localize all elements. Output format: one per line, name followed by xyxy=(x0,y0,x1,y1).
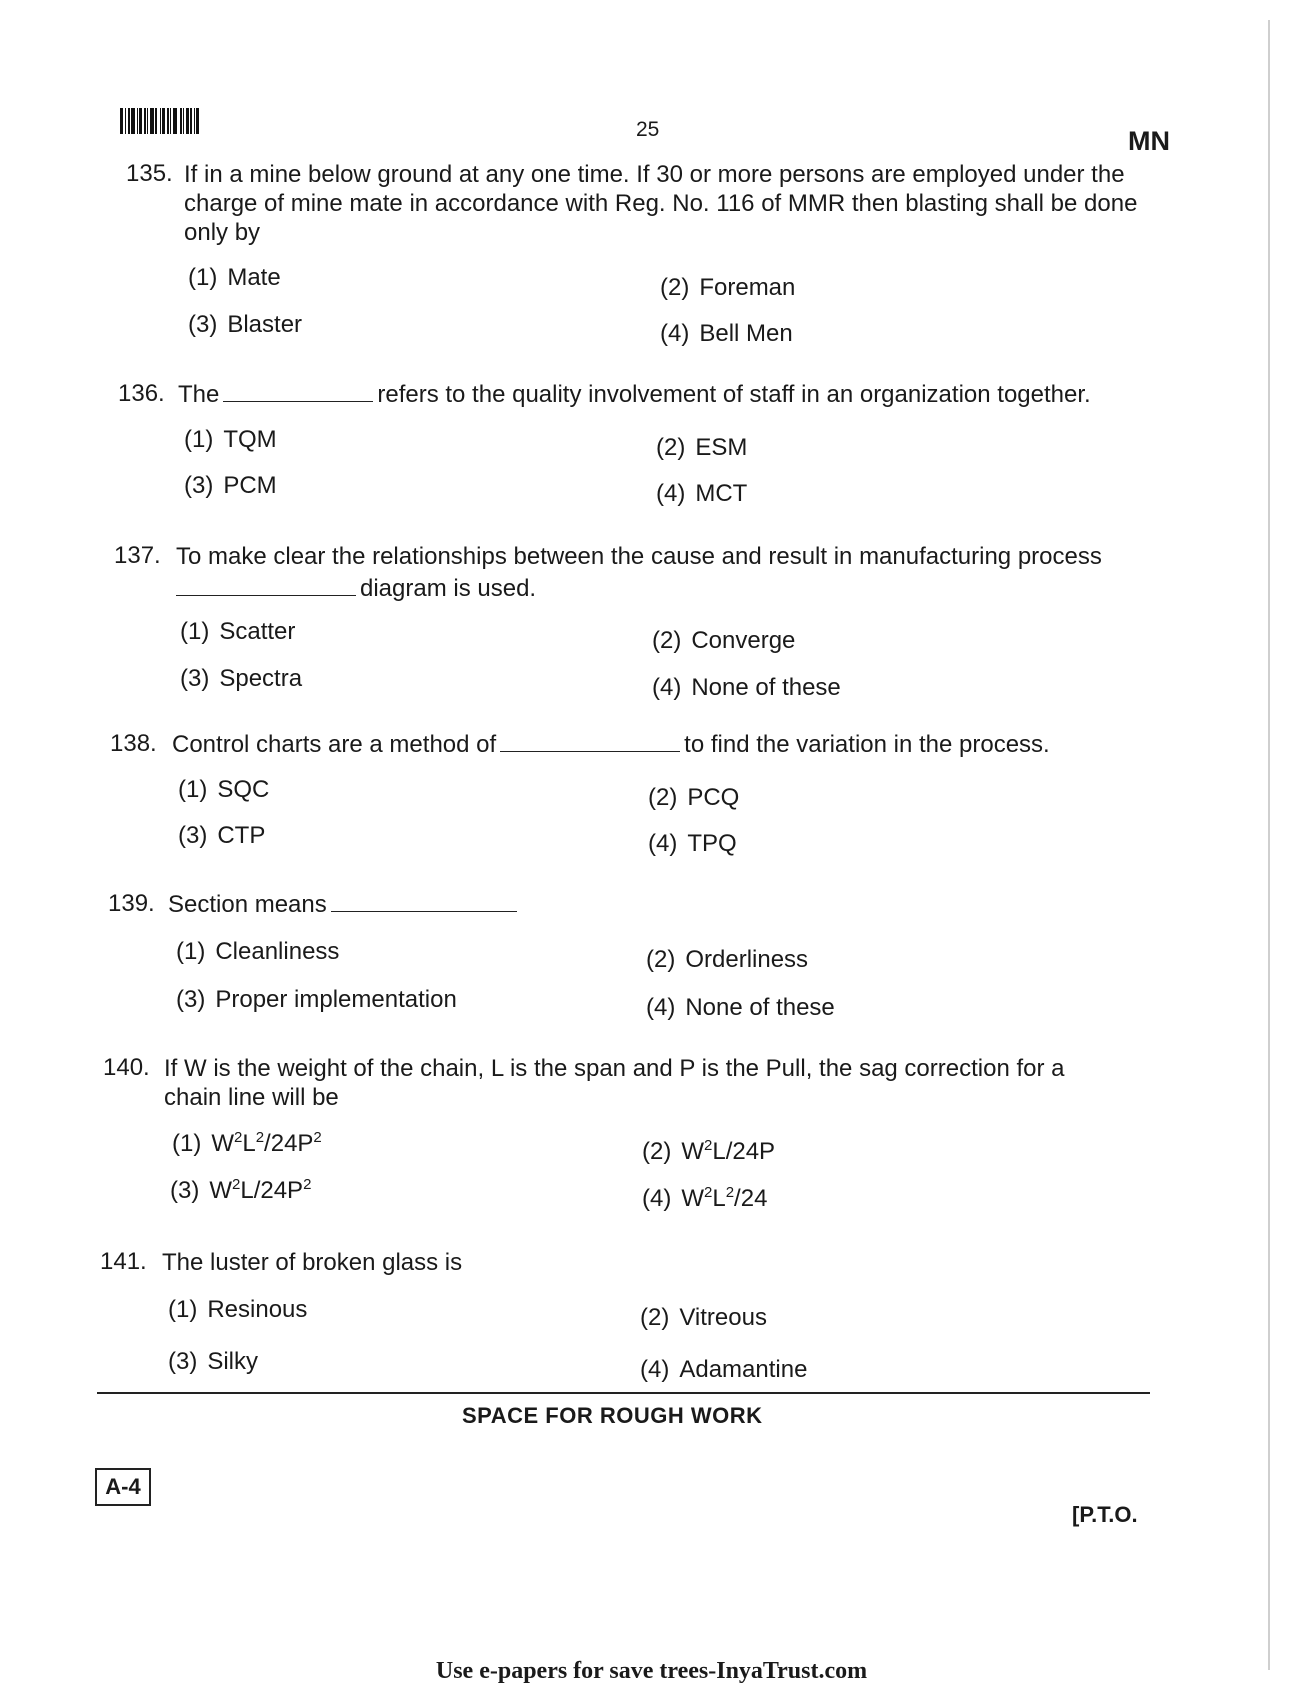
rough-work-divider xyxy=(97,1392,1150,1394)
option-1[interactable] xyxy=(168,1296,307,1324)
option-text: Vitreous xyxy=(679,1304,767,1331)
option-number: (2) xyxy=(642,1138,672,1165)
page-number: 25 xyxy=(636,118,660,141)
option-text: MCT xyxy=(695,480,748,507)
option-1[interactable] xyxy=(176,938,339,966)
question-text-start: Control charts are a method of xyxy=(172,731,497,758)
paper-code: MN xyxy=(1128,126,1170,156)
footer-note: Use e-papers for save trees-InyaTrust.com xyxy=(435,1658,868,1684)
option-number: (3) xyxy=(184,472,214,499)
option-2[interactable] xyxy=(640,1304,767,1332)
exponent: 2 xyxy=(704,1137,713,1154)
question-number: 139. xyxy=(108,890,155,917)
option-text: None of these xyxy=(691,674,841,701)
question-text: If in a mine below ground at any one time. If 30 or more persons are employed under the charge of mine mate in accordance with Reg. No. 116 of MMR then blasting shall be done only by xyxy=(184,161,1138,246)
option-1[interactable] xyxy=(172,1130,322,1158)
option-1[interactable] xyxy=(180,618,295,646)
formula-W: W xyxy=(211,1130,234,1157)
option-3[interactable] xyxy=(188,311,302,339)
option-number: (1) xyxy=(178,776,208,803)
option-text: Scatter xyxy=(219,618,296,645)
formula-L: L xyxy=(712,1185,726,1212)
question-number: 140. xyxy=(103,1054,150,1081)
exponent: 2 xyxy=(232,1176,241,1193)
answer-blank xyxy=(223,400,373,402)
formula-rest: /24P xyxy=(264,1130,314,1157)
question-number: 135. xyxy=(126,160,173,187)
option-number: (4) xyxy=(660,320,690,347)
option-2[interactable] xyxy=(648,784,739,812)
exponent: 2 xyxy=(255,1129,265,1146)
option-4[interactable] xyxy=(648,830,737,858)
question-text-start: Section means xyxy=(168,891,327,918)
answer-blank xyxy=(331,910,517,912)
option-2[interactable] xyxy=(652,627,795,655)
option-text: Converge xyxy=(691,627,796,654)
pto-label: [P.T.O. xyxy=(1072,1502,1138,1527)
answer-blank xyxy=(176,594,356,596)
option-number: (2) xyxy=(660,274,690,301)
option-number: (3) xyxy=(188,311,218,338)
option-text: Resinous xyxy=(207,1296,308,1323)
option-3[interactable] xyxy=(176,986,457,1014)
option-number: (3) xyxy=(178,822,208,849)
option-number: (2) xyxy=(648,784,678,811)
formula-rest: L/24P xyxy=(712,1138,776,1165)
option-text: Mate xyxy=(227,264,281,291)
question-text: To make clear the relationships between the cause and result in manufacturing process xyxy=(176,543,1102,570)
option-text: Adamantine xyxy=(679,1356,808,1383)
barcode-icon xyxy=(120,108,212,134)
exponent: 2 xyxy=(234,1129,243,1146)
option-1[interactable] xyxy=(178,776,269,804)
question-text-start: The xyxy=(178,381,220,408)
option-number: (2) xyxy=(656,434,686,461)
option-number: (4) xyxy=(656,480,686,507)
option-2[interactable] xyxy=(656,434,747,462)
question-text-line-2 xyxy=(176,574,536,603)
option-number: (4) xyxy=(642,1185,672,1212)
formula-rest: /24 xyxy=(734,1185,768,1212)
option-number: (3) xyxy=(168,1348,198,1375)
formula-rest: L/24P xyxy=(240,1177,304,1204)
option-2[interactable] xyxy=(642,1138,775,1166)
option-2[interactable] xyxy=(646,946,808,974)
option-text: Blaster xyxy=(227,311,303,338)
series-code-badge: A-4 xyxy=(95,1468,151,1506)
question-number: 138. xyxy=(110,730,157,757)
option-number: (1) xyxy=(172,1130,202,1157)
option-text: PCM xyxy=(223,472,277,499)
option-3[interactable] xyxy=(180,665,302,693)
option-text: Foreman xyxy=(699,274,796,301)
option-number: (1) xyxy=(180,618,210,645)
question-text-end: refers to the quality involvement of staff in an organization together. xyxy=(377,381,1091,408)
option-number: (1) xyxy=(168,1296,198,1323)
option-1[interactable] xyxy=(184,426,277,454)
option-number: (4) xyxy=(646,994,676,1021)
answer-blank xyxy=(500,750,680,752)
option-number: (4) xyxy=(640,1356,670,1383)
option-4[interactable] xyxy=(660,320,793,348)
formula-L: L xyxy=(242,1130,256,1157)
option-number: (2) xyxy=(646,946,676,973)
option-number: (3) xyxy=(180,665,210,692)
option-text: PCQ xyxy=(687,784,740,811)
option-4[interactable] xyxy=(640,1356,807,1384)
exponent: 2 xyxy=(313,1129,322,1146)
option-text: Silky xyxy=(207,1348,259,1375)
option-number: (4) xyxy=(648,830,678,857)
option-number: (1) xyxy=(184,426,214,453)
exponent: 2 xyxy=(725,1184,735,1201)
option-3[interactable] xyxy=(168,1348,258,1376)
option-number: (1) xyxy=(176,938,206,965)
option-4[interactable] xyxy=(652,674,841,702)
option-text: None of these xyxy=(685,994,835,1021)
question-text: If W is the weight of the chain, L is the span and P is the Pull, the sag correction for a chain line will be xyxy=(164,1055,1065,1111)
option-number: (2) xyxy=(640,1304,670,1331)
option-text: Orderliness xyxy=(685,946,809,973)
question-number: 136. xyxy=(118,380,165,407)
option-text: Bell Men xyxy=(699,320,793,347)
option-3[interactable] xyxy=(184,472,277,500)
page-edge-line xyxy=(1268,20,1270,1670)
rough-work-label: SPACE FOR ROUGH WORK xyxy=(462,1403,763,1428)
exponent: 2 xyxy=(303,1176,312,1193)
question-text xyxy=(172,730,1172,759)
option-number: (4) xyxy=(652,674,682,701)
question-number: 141. xyxy=(100,1248,147,1275)
option-4[interactable] xyxy=(642,1185,767,1213)
option-3[interactable] xyxy=(178,822,265,850)
option-number: (1) xyxy=(188,264,218,291)
exponent: 2 xyxy=(704,1184,713,1201)
option-number: (3) xyxy=(170,1177,200,1204)
option-text: SQC xyxy=(217,776,270,803)
formula-W: W xyxy=(209,1177,232,1204)
formula-W: W xyxy=(681,1138,704,1165)
option-number: (2) xyxy=(652,627,682,654)
formula-W: W xyxy=(681,1185,704,1212)
option-text: Proper implementation xyxy=(215,986,457,1013)
question-text-end: to find the variation in the process. xyxy=(684,731,1050,758)
option-2[interactable] xyxy=(660,274,795,302)
option-text: CTP xyxy=(217,822,266,849)
option-text: Spectra xyxy=(219,665,303,692)
option-text: ESM xyxy=(695,434,748,461)
question-text xyxy=(168,890,521,919)
question-text: The luster of broken glass is xyxy=(162,1249,463,1276)
option-number: (3) xyxy=(176,986,206,1013)
option-1[interactable] xyxy=(188,264,281,292)
question-text xyxy=(178,380,1158,409)
option-3[interactable] xyxy=(170,1177,311,1205)
option-text: TPQ xyxy=(687,830,737,857)
option-text: TQM xyxy=(223,426,277,453)
question-text-end: diagram is used. xyxy=(360,575,537,602)
option-4[interactable] xyxy=(646,994,835,1022)
option-4[interactable] xyxy=(656,480,747,508)
option-text: Cleanliness xyxy=(215,938,340,965)
question-number: 137. xyxy=(114,542,161,569)
